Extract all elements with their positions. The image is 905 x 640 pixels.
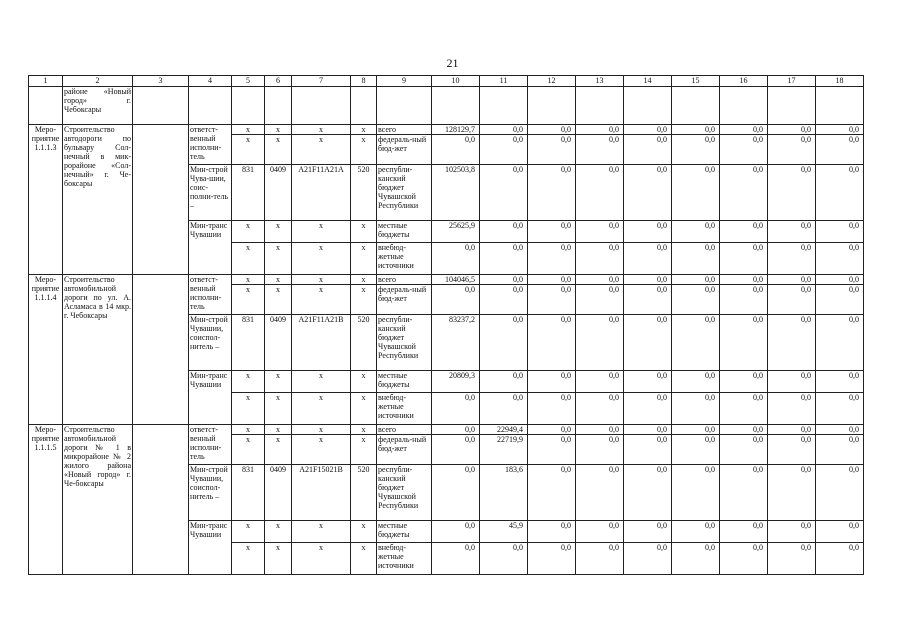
empty-cell [528,87,576,125]
rzpr-code: 0409 [265,465,292,521]
value-cell: 0,0 [816,315,864,371]
empty-cell [292,87,351,125]
column-header: 17 [768,76,816,87]
value-cell: 20809,3 [432,371,480,393]
column-header: 8 [351,76,377,87]
column-header: 14 [624,76,672,87]
empty-cell [480,87,528,125]
value-cell: 0,0 [816,425,864,435]
value-cell: 0,0 [768,221,816,243]
value-cell: 0,0 [672,243,720,275]
code-placeholder: x [265,521,292,543]
code-placeholder: x [232,393,265,425]
value-cell: 0,0 [576,393,624,425]
empty-cell [377,87,432,125]
code-placeholder: x [292,135,351,165]
value-cell: 0,0 [480,275,528,285]
value-cell: 0,0 [576,135,624,165]
value-cell: 0,0 [720,221,768,243]
header-row [29,76,864,87]
value-cell: 0,0 [672,315,720,371]
empty-cell [432,87,480,125]
code-placeholder: x [265,135,292,165]
empty-cell [189,87,232,125]
value-cell: 0,0 [480,371,528,393]
code-placeholder: x [265,425,292,435]
value-cell: 0,0 [720,165,768,221]
code-placeholder: x [292,425,351,435]
funding-source: республи-канский бюджет Чувашской Республики [377,165,432,221]
code-placeholder: x [292,435,351,465]
value-cell: 0,0 [816,135,864,165]
value-cell: 0,0 [672,135,720,165]
funding-source: всего [377,275,432,285]
value-cell: 0,0 [576,521,624,543]
value-cell: 0,0 [768,425,816,435]
value-cell: 0,0 [672,435,720,465]
value-cell: 0,0 [672,221,720,243]
code-placeholder: x [292,543,351,575]
value-cell: 0,0 [768,435,816,465]
value-cell: 0,0 [624,521,672,543]
value-cell: 0,0 [480,135,528,165]
code-placeholder: x [351,285,377,315]
funding-source: местные бюджеты [377,221,432,243]
empty-cell [232,87,265,125]
value-cell: 0,0 [768,543,816,575]
empty-cell [720,87,768,125]
value-cell: 0,0 [576,275,624,285]
column-header: 13 [576,76,624,87]
value-cell: 104046,5 [432,275,480,285]
value-cell: 0,0 [768,393,816,425]
value-cell: 0,0 [768,125,816,135]
code-placeholder: x [265,243,292,275]
value-cell: 0,0 [720,521,768,543]
value-cell: 0,0 [528,135,576,165]
value-cell: 0,0 [816,521,864,543]
value-cell: 0,0 [480,543,528,575]
value-cell: 0,0 [816,435,864,465]
column-header: 4 [189,76,232,87]
executor-cell: Мин-строй Чувашии, соиспол-нитель – [189,315,232,371]
value-cell: 0,0 [432,435,480,465]
value-cell: 0,0 [672,425,720,435]
grbs-code: 831 [232,165,265,221]
csr-code: A21F11A21A [292,165,351,221]
funding-source: федераль-ный бюд-жет [377,285,432,315]
empty-cell [133,87,189,125]
value-cell: 183,6 [480,465,528,521]
value-cell: 0,0 [576,285,624,315]
empty-cell [816,87,864,125]
value-cell: 0,0 [720,543,768,575]
value-cell: 0,0 [528,393,576,425]
value-cell: 0,0 [576,465,624,521]
funding-source: всего [377,125,432,135]
executor-cell: Мин-транс Чувашии [189,221,232,275]
measure-name: Строительство автомобильной дороги № 1 в микрорайоне № 2 жилого района «Новый город» г. Че-боксары [63,425,133,575]
value-cell: 0,0 [624,465,672,521]
code-placeholder: x [351,135,377,165]
table-row [29,125,864,135]
funding-source: республи-канский бюджет Чувашской Республики [377,465,432,521]
empty-cell [576,87,624,125]
csr-code: A21F11A21B [292,315,351,371]
code-placeholder: x [292,221,351,243]
value-cell: 45,9 [480,521,528,543]
code-placeholder: x [265,275,292,285]
code-placeholder: x [292,393,351,425]
value-cell: 0,0 [768,285,816,315]
value-cell: 0,0 [480,315,528,371]
code-placeholder: x [292,371,351,393]
empty-cell [768,87,816,125]
value-cell: 0,0 [480,125,528,135]
code-placeholder: x [292,125,351,135]
value-cell: 0,0 [672,275,720,285]
value-cell: 0,0 [432,135,480,165]
vr-code: 520 [351,315,377,371]
code-placeholder: x [351,221,377,243]
value-cell: 0,0 [528,371,576,393]
column-header: 9 [377,76,432,87]
value-cell: 0,0 [432,285,480,315]
value-cell: 0,0 [576,435,624,465]
value-cell: 0,0 [624,393,672,425]
code-placeholder: x [351,521,377,543]
executor-cell: Мин-строй Чувашии, соиспол-нитель – [189,465,232,521]
empty-cell [672,87,720,125]
code-placeholder: x [292,275,351,285]
value-cell: 0,0 [672,393,720,425]
column-header: 3 [133,76,189,87]
value-cell: 0,0 [528,435,576,465]
column-header: 2 [63,76,133,87]
value-cell: 0,0 [672,285,720,315]
code-placeholder: x [351,393,377,425]
funding-source: федераль-ный бюд-жет [377,435,432,465]
grbs-code: 831 [232,315,265,371]
value-cell: 0,0 [576,125,624,135]
column-header: 1 [29,76,63,87]
value-cell: 0,0 [528,285,576,315]
column-header: 10 [432,76,480,87]
value-cell: 0,0 [528,543,576,575]
value-cell: 25625,9 [432,221,480,243]
column-header: 15 [672,76,720,87]
code-placeholder: x [232,243,265,275]
code-placeholder: x [232,521,265,543]
continuation-row [29,87,864,125]
table-row [29,425,864,435]
value-cell: 0,0 [816,285,864,315]
value-cell: 0,0 [624,243,672,275]
value-cell: 0,0 [768,275,816,285]
value-cell: 0,0 [816,125,864,135]
value-cell: 0,0 [768,371,816,393]
executor-cell: Мин-транс Чувашии [189,371,232,425]
value-cell: 0,0 [816,371,864,393]
value-cell: 0,0 [768,465,816,521]
value-cell: 0,0 [768,521,816,543]
column-header: 12 [528,76,576,87]
value-cell: 0,0 [768,243,816,275]
value-cell: 0,0 [576,243,624,275]
value-cell: 0,0 [720,435,768,465]
value-cell: 0,0 [720,285,768,315]
value-cell: 0,0 [672,371,720,393]
value-cell: 0,0 [816,221,864,243]
value-cell: 0,0 [528,221,576,243]
value-cell: 0,0 [528,165,576,221]
value-cell: 0,0 [576,543,624,575]
value-cell: 0,0 [816,243,864,275]
executor-cell: Мин-транс Чувашии [189,521,232,575]
value-cell: 0,0 [672,125,720,135]
value-cell: 0,0 [816,465,864,521]
rzpr-code: 0409 [265,315,292,371]
vr-code: 520 [351,465,377,521]
value-cell: 0,0 [720,425,768,435]
code-placeholder: x [265,221,292,243]
measure-name: Строительство автомобильной дороги по ул. А. Асламаса в 14 мкр. г. Чебоксары [63,275,133,425]
value-cell: 0,0 [624,275,672,285]
measure-code: Меро-приятие 1.1.1.5 [29,425,63,575]
funding-source: республи-канский бюджет Чувашской Республики [377,315,432,371]
code-placeholder: x [265,125,292,135]
value-cell: 0,0 [768,315,816,371]
value-cell: 22949,4 [480,425,528,435]
code-placeholder: x [351,543,377,575]
value-cell: 0,0 [624,435,672,465]
column-header: 16 [720,76,768,87]
empty-cell [29,87,63,125]
value-cell: 0,0 [672,543,720,575]
value-cell: 102503,8 [432,165,480,221]
code-placeholder: x [232,285,265,315]
value-cell: 0,0 [720,465,768,521]
code-placeholder: x [232,425,265,435]
value-cell: 0,0 [672,165,720,221]
funding-source: федераль-ный бюд-жет [377,135,432,165]
value-cell: 0,0 [720,371,768,393]
value-cell: 128129,7 [432,125,480,135]
column-header: 5 [232,76,265,87]
value-cell: 0,0 [624,125,672,135]
value-cell: 0,0 [624,285,672,315]
value-cell: 0,0 [816,543,864,575]
value-cell: 22719,9 [480,435,528,465]
code-placeholder: x [265,371,292,393]
funding-source: внебюд-жетные источники [377,393,432,425]
code-placeholder: x [351,125,377,135]
value-cell: 83237,2 [432,315,480,371]
measure-code: Меро-приятие 1.1.1.4 [29,275,63,425]
value-cell: 0,0 [624,543,672,575]
value-cell: 0,0 [816,275,864,285]
rzpr-code: 0409 [265,165,292,221]
vr-code: 520 [351,165,377,221]
value-cell: 0,0 [528,243,576,275]
funding-source: местные бюджеты [377,371,432,393]
value-cell: 0,0 [576,425,624,435]
value-cell: 0,0 [576,221,624,243]
value-cell: 0,0 [624,135,672,165]
code-placeholder: x [265,285,292,315]
measure-name: Строительство автодороги по бульвару Сол-нечный в мик-рорайоне «Сол-нечный» г. Че-боксары [63,125,133,275]
value-cell: 0,0 [432,425,480,435]
value-cell: 0,0 [528,465,576,521]
column-header: 6 [265,76,292,87]
value-cell: 0,0 [576,165,624,221]
column-header: 7 [292,76,351,87]
value-cell: 0,0 [816,393,864,425]
budget-table [28,75,864,575]
code-placeholder: x [232,435,265,465]
executor-cell: Мин-строй Чува-шии, соис-полни-тель – [189,165,232,221]
code-placeholder: x [232,275,265,285]
value-cell: 0,0 [432,243,480,275]
value-cell: 0,0 [624,315,672,371]
value-cell: 0,0 [624,371,672,393]
value-cell: 0,0 [480,285,528,315]
executor-cell: ответст-венный исполни-тель [189,275,232,315]
value-cell: 0,0 [480,221,528,243]
code-placeholder: x [265,393,292,425]
code-placeholder: x [292,521,351,543]
value-cell: 0,0 [480,165,528,221]
value-cell: 0,0 [432,393,480,425]
code-placeholder: x [265,435,292,465]
csr-code: A21F15021B [292,465,351,521]
funding-source: внебюд-жетные источники [377,543,432,575]
code-placeholder: x [292,285,351,315]
empty-cell [133,125,189,275]
value-cell: 0,0 [432,521,480,543]
value-cell: 0,0 [816,165,864,221]
empty-cell [133,425,189,575]
executor-cell: ответст-венный исполни-тель [189,425,232,465]
page-number: 21 [446,56,459,70]
code-placeholder: x [232,543,265,575]
code-placeholder: x [232,125,265,135]
funding-source: местные бюджеты [377,521,432,543]
code-placeholder: x [351,425,377,435]
value-cell: 0,0 [672,465,720,521]
value-cell: 0,0 [672,521,720,543]
value-cell: 0,0 [720,393,768,425]
value-cell: 0,0 [528,275,576,285]
value-cell: 0,0 [720,243,768,275]
value-cell: 0,0 [624,221,672,243]
empty-cell [624,87,672,125]
value-cell: 0,0 [528,425,576,435]
value-cell: 0,0 [624,165,672,221]
code-placeholder: x [232,371,265,393]
value-cell: 0,0 [720,315,768,371]
value-cell: 0,0 [624,425,672,435]
value-cell: 0,0 [720,275,768,285]
measure-name-cont: районе «Новый город» г. Чебоксары [63,87,133,125]
value-cell: 0,0 [576,371,624,393]
value-cell: 0,0 [768,165,816,221]
code-placeholder: x [351,435,377,465]
value-cell: 0,0 [528,521,576,543]
value-cell: 0,0 [768,135,816,165]
executor-cell: ответст-венный исполни-тель [189,125,232,165]
value-cell: 0,0 [720,135,768,165]
value-cell: 0,0 [720,125,768,135]
column-header: 18 [816,76,864,87]
funding-source: внебюд-жетные источники [377,243,432,275]
grbs-code: 831 [232,465,265,521]
value-cell: 0,0 [576,315,624,371]
code-placeholder: x [232,135,265,165]
code-placeholder: x [351,371,377,393]
empty-cell [351,87,377,125]
table-row [29,275,864,285]
empty-cell [265,87,292,125]
code-placeholder: x [351,243,377,275]
value-cell: 0,0 [480,393,528,425]
funding-source: всего [377,425,432,435]
value-cell: 0,0 [528,125,576,135]
value-cell: 0,0 [480,243,528,275]
measure-code: Меро-приятие 1.1.1.3 [29,125,63,275]
value-cell: 0,0 [432,543,480,575]
value-cell: 0,0 [432,465,480,521]
code-placeholder: x [232,221,265,243]
value-cell: 0,0 [528,315,576,371]
column-header: 11 [480,76,528,87]
empty-cell [133,275,189,425]
code-placeholder: x [292,243,351,275]
code-placeholder: x [265,543,292,575]
code-placeholder: x [351,275,377,285]
